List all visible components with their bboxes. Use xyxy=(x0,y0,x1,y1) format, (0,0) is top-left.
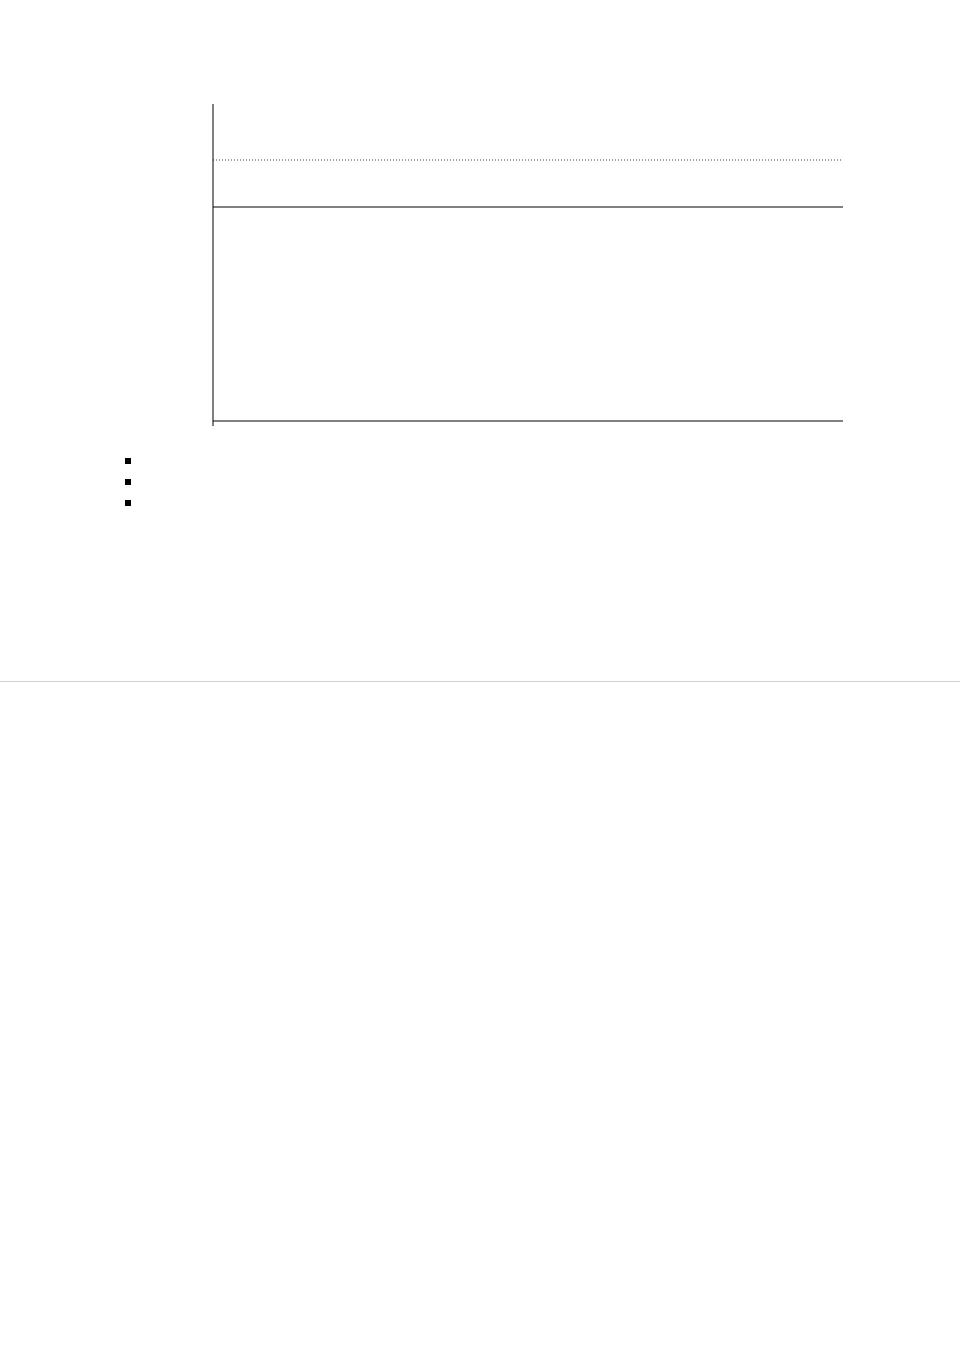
bullet-square-icon xyxy=(125,458,131,464)
page-divider xyxy=(0,681,960,682)
bullet-square-icon xyxy=(125,479,131,485)
sets-timing-diagram xyxy=(0,0,960,440)
bullet-square-icon xyxy=(125,500,131,506)
bullet-list xyxy=(124,452,944,494)
bullet-item xyxy=(124,452,944,473)
